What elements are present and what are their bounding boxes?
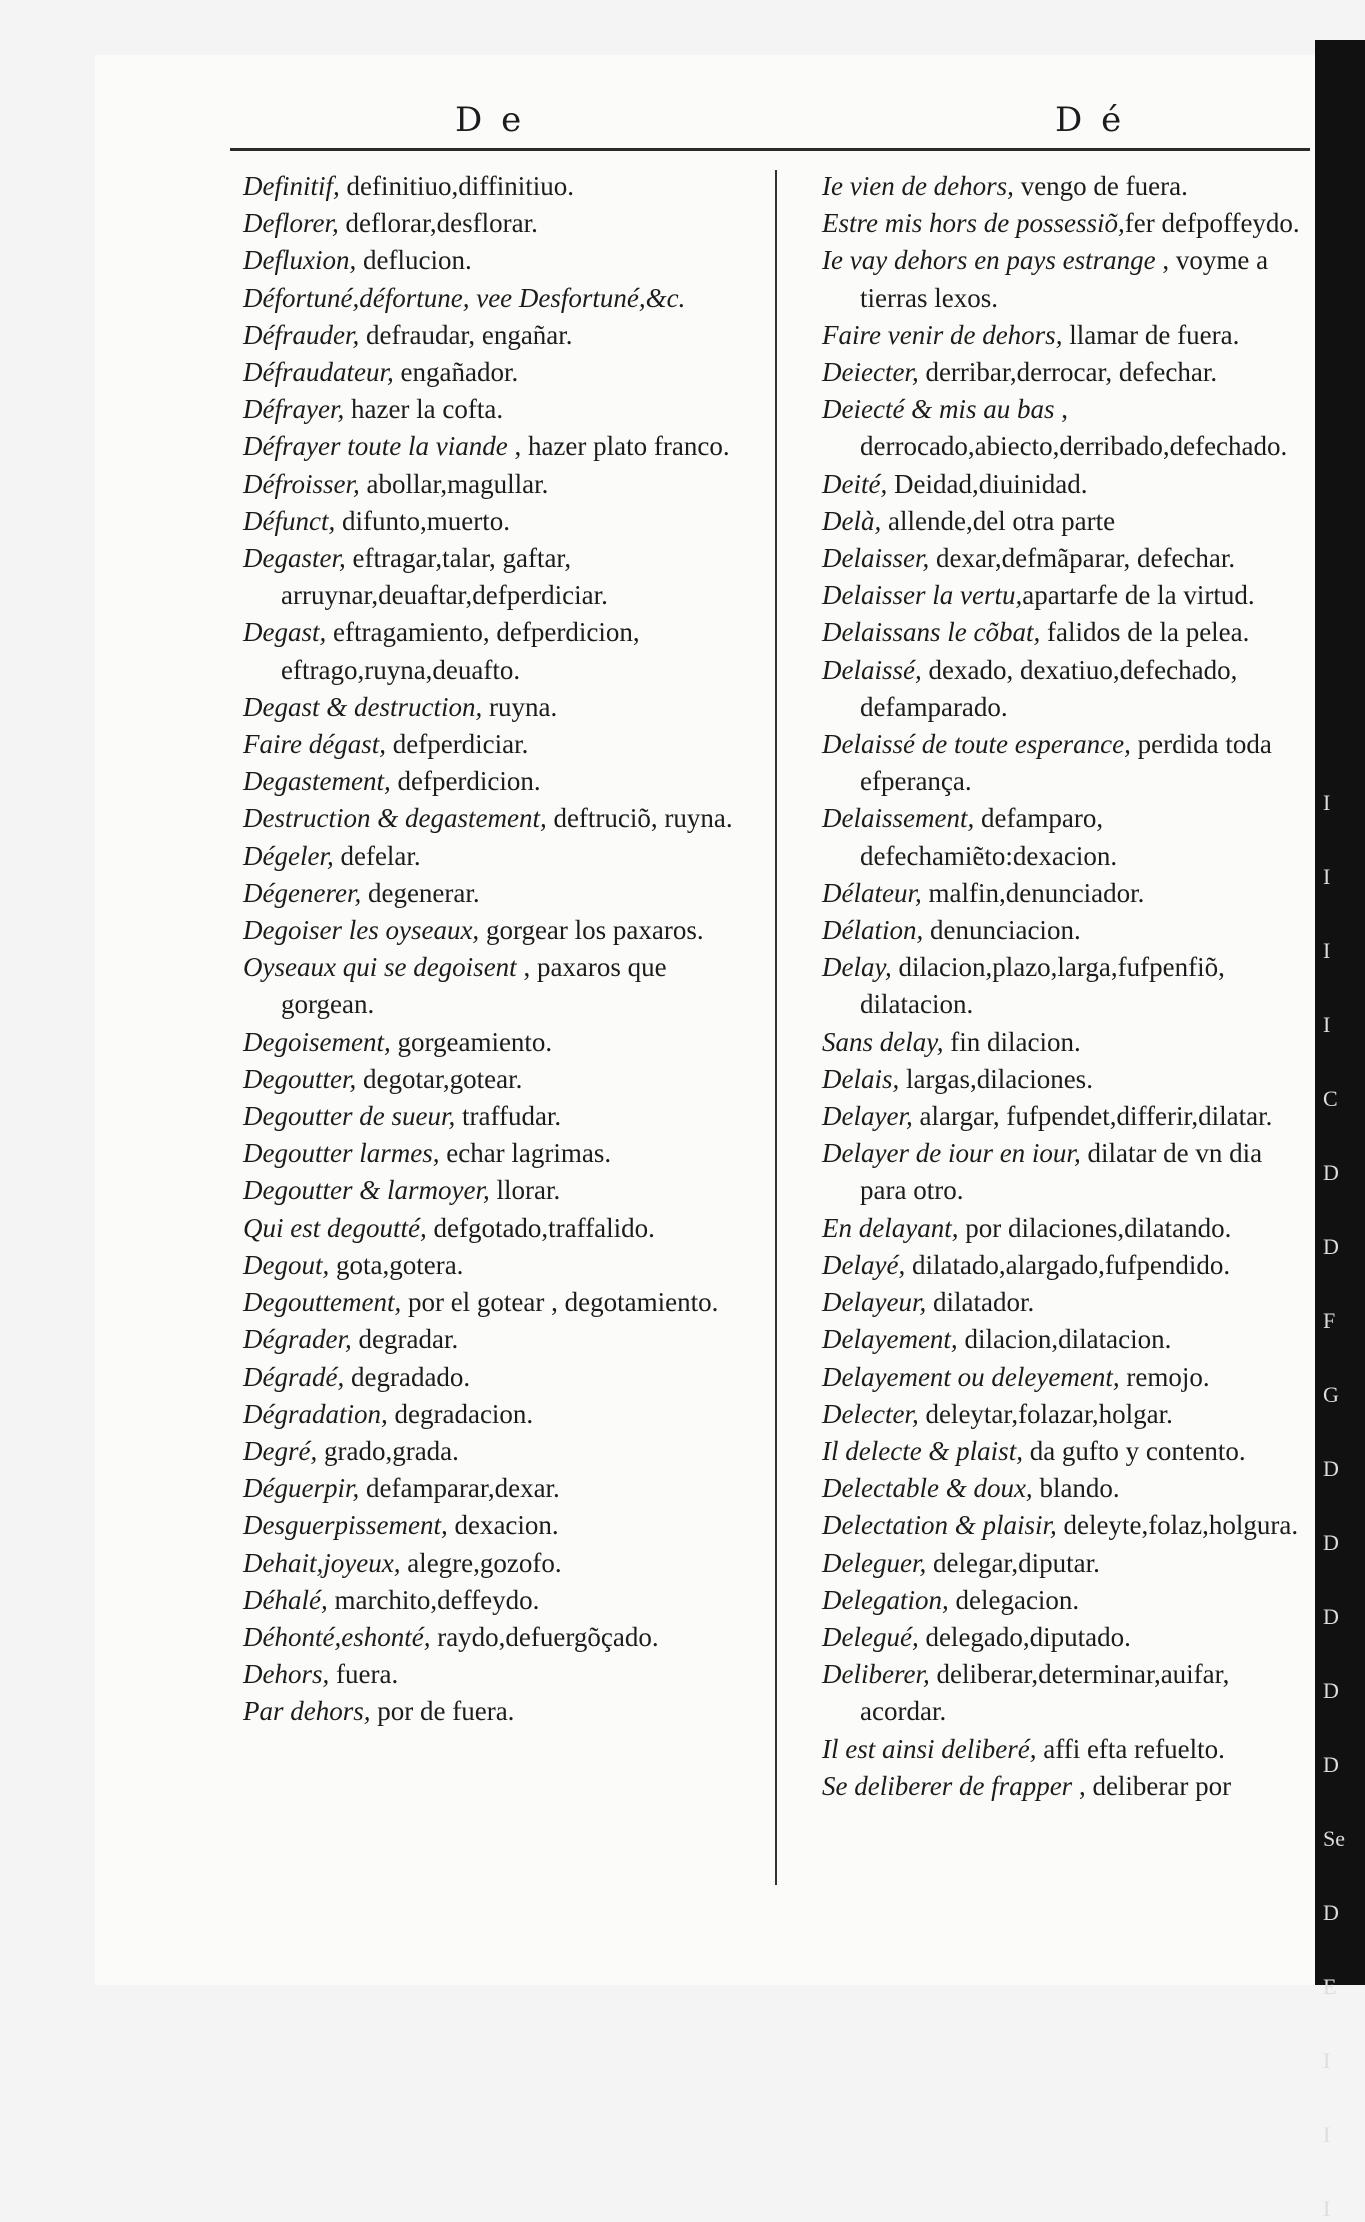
edge-letter: D [1323,1678,1339,1703]
dictionary-entry [822,1061,1310,1098]
headword: Delayeur, [822,1287,927,1318]
headword: Qui est degoutté, [243,1212,427,1243]
dictionary-entry [822,1656,1310,1730]
dictionary-entry [243,1135,763,1172]
dictionary-entry [822,503,1310,540]
edge-letter: C [1323,1086,1338,1111]
headword: Delaissement, [822,803,975,834]
edge-letter: I [1323,2196,1331,2221]
headword: Delayer de iour en iour, [822,1138,1081,1169]
headword: Défortuné,défortune, vee Desfortuné,&c. [243,282,686,313]
dictionary-entry [822,1470,1310,1507]
edge-letter: I [1323,938,1331,963]
dictionary-entry [822,1024,1310,1061]
headword: Delaissé, [822,654,922,685]
translation: dexado, dexatiuo,defechado, defamparado. [860,654,1238,722]
dictionary-entry [822,1768,1310,1805]
headword: Deleguer, [822,1547,927,1578]
headword: Degoisement, [243,1026,391,1057]
headword: Faire venir de dehors, [822,319,1063,350]
edge-letter: I [1323,2122,1331,2147]
dictionary-entry [243,1545,763,1582]
translation: remojo. [1119,1361,1210,1392]
dictionary-entry [243,354,763,391]
translation: hazer la cofta. [344,394,504,425]
dictionary-entry [822,242,1310,316]
dictionary-entry [243,428,763,465]
translation: defgotado,traffalido. [426,1212,655,1243]
dictionary-entry [243,1470,763,1507]
dictionary-entry [822,168,1310,205]
edge-letter: D [1323,1530,1339,1555]
headword: Degoutter larmes, [243,1138,440,1169]
translation: deflucion. [356,245,472,276]
headword: Delay, [822,952,892,983]
headword: En delayant, [822,1212,959,1243]
dictionary-entry [822,1731,1310,1768]
headword: Delayer, [822,1101,913,1132]
dictionary-entry [243,205,763,242]
edge-letter: D [1323,1900,1339,1925]
headword: Delà, [822,505,882,536]
translation: defelar. [333,840,421,871]
translation: defraudar, engañar. [359,319,573,350]
dictionary-entry [243,1284,763,1321]
translation: deftruciõ, ruyna. [546,803,733,834]
dictionary-entry [243,1024,763,1061]
headword: Delayement, [822,1324,958,1355]
translation: dilacion,dilatacion. [957,1324,1172,1355]
headword: Déhonté,eshonté, [243,1621,431,1652]
dictionary-entry [243,1396,763,1433]
dictionary-entry [822,205,1310,242]
translation: dilatador. [926,1287,1035,1318]
translation: dexacion. [447,1510,559,1541]
translation: deleyte,folaz,holgura. [1056,1510,1299,1541]
translation: defperdiciar. [385,729,529,760]
translation: gorgear los paxaros. [479,915,704,946]
headword: Deité, [822,468,888,499]
headword: Degast, [243,617,327,648]
headword: Degoiser les oyseaux, [243,915,480,946]
dictionary-entry [822,1284,1310,1321]
edge-letter: D [1323,1456,1339,1481]
translation: , hazer plato franco. [507,431,730,462]
dictionary-entry [243,280,763,317]
translation: delegado,diputado. [918,1621,1131,1652]
headword: Deflorer, [243,208,339,239]
dictionary-entry [243,1433,763,1470]
edge-letter: D [1323,1752,1339,1777]
translation: , deliberar por [1072,1770,1232,1801]
dictionary-entry [243,1359,763,1396]
translation: gota,gotera. [329,1249,464,1280]
headword: Défroisser, [243,468,360,499]
dictionary-entry [822,1619,1310,1656]
translation: deflorar,desflorar. [338,208,538,239]
dictionary-entry [243,317,763,354]
translation: por el gotear , degotamiento. [401,1287,719,1318]
translation: derribar,derrocar, defechar. [918,357,1218,388]
dictionary-entry [243,1247,763,1284]
headword: Se deliberer de frapper [822,1770,1073,1801]
headword: Degouttement, [243,1287,402,1318]
translation: dilatar de vn dia para otro. [860,1138,1263,1206]
headword: Déguerpir, [243,1473,360,1504]
dictionary-entry [243,614,763,688]
headword: Delaissans le cõbat, [822,617,1041,648]
translation: dexar,defmãparar, defechar. [929,543,1236,574]
translation: gorgeamiento. [390,1026,553,1057]
translation: , voyme a tierras lexos. [860,245,1269,313]
translation: largas,dilaciones. [899,1063,1093,1094]
headword: Delaisser la vertu, [822,580,1023,611]
dictionary-entry [243,242,763,279]
translation: ruyna. [482,691,558,722]
translation: deleytar,folazar,holgar. [918,1398,1173,1429]
translation: defamparar,dexar. [359,1473,560,1504]
headword: Delecter, [822,1398,919,1429]
dictionary-entry [243,838,763,875]
edge-letter: D [1323,1160,1339,1185]
headword: Delaissé de toute esperance, [822,729,1131,760]
dictionary-entry [243,1098,763,1135]
dictionary-entry [822,317,1310,354]
edge-letter: G [1323,1382,1339,1407]
headword: Ie vay dehors en pays estrange [822,245,1156,276]
translation: degradar. [351,1324,459,1355]
headword: Deiecter, [822,357,919,388]
headword: Degast & destruction, [243,691,483,722]
translation: vengo de fuera. [1013,171,1188,201]
translation: eftragamiento, defperdicion, eftrago,ruyna,deuafto. [281,617,640,685]
header-rule [230,148,1310,151]
translation: grado,grada. [317,1435,459,1466]
translation: defperdicion. [390,766,541,797]
translation: engañador. [393,357,519,388]
headword: Dégradé, [243,1361,345,1392]
headword: Delaisser, [822,543,930,574]
headword: Il est ainsi deliberé, [822,1733,1037,1764]
running-header-right: D é [1055,100,1126,140]
edge-letter: I [1323,1012,1331,1037]
translation: fuera. [329,1659,399,1690]
headword: Delectable & doux, [822,1473,1033,1504]
edge-letter: I [1323,864,1331,889]
headword: Défrauder, [243,319,360,350]
headword: Faire dégast, [243,729,386,760]
translation: eftragar,talar, gaftar, arruynar,deuaftar,defperdiciar. [281,543,608,611]
dictionary-entry [822,1098,1310,1135]
headword: Degout, [243,1249,330,1280]
translation: difunto,muerto. [335,505,510,536]
edge-letter: F [1323,1308,1336,1333]
headword: Degastement, [243,766,391,797]
headword: Degré, [243,1435,318,1466]
headword: Délateur, [822,877,922,908]
headword: Desguerpissement, [243,1510,448,1541]
headword: Delayement ou deleyement, [822,1361,1120,1392]
translation: delegacion. [948,1584,1080,1615]
dictionary-entry [243,168,763,205]
translation: traffudar. [455,1101,562,1132]
dictionary-entry [822,1210,1310,1247]
dictionary-entry [822,391,1310,465]
dictionary-entry [822,1135,1310,1209]
translation: llamar de fuera. [1062,319,1240,350]
dictionary-entry [243,875,763,912]
translation: denunciacion. [923,915,1081,946]
translation: abollar,magullar. [359,468,549,499]
headword: Défraudateur, [243,357,394,388]
dictionary-entry [822,614,1310,651]
translation: degotar,gotear. [356,1063,523,1094]
dictionary-entry [822,577,1310,614]
dictionary-entry [243,503,763,540]
dictionary-entry [822,466,1310,503]
dictionary-entry [243,1693,763,1730]
translation: , paxaros que gorgean. [281,952,667,1020]
column-divider [775,170,777,1885]
headword: Degoutter de sueur, [243,1101,456,1132]
headword: Deliberer, [822,1659,930,1690]
headword: Dégrader, [243,1324,352,1355]
edge-letter: Se [1323,1826,1345,1851]
translation: allende,del otra parte [881,505,1116,536]
dictionary-entry [822,1321,1310,1358]
headword: Défrayer toute la viande [243,431,508,462]
translation: apartarfe de la virtud. [1022,580,1255,611]
headword: Degoutter & larmoyer, [243,1175,490,1206]
translation: degradado. [344,1361,471,1392]
dictionary-entry [822,1507,1310,1544]
dictionary-entry [243,912,763,949]
headword: Definitif, [243,171,340,201]
headword: Déhalé, [243,1584,328,1615]
translation: affi efta refuelto. [1036,1733,1225,1764]
edge-letters [1323,40,1353,2221]
headword: Defluxion, [243,245,357,276]
headword: Défrayer, [243,394,345,425]
dictionary-entry [243,763,763,800]
translation: alegre,gozofo. [400,1547,562,1578]
dictionary-entry [243,1656,763,1693]
headword: Delegué, [822,1621,919,1652]
dictionary-entry [243,689,763,726]
dictionary-entry [243,1210,763,1247]
headword: Défunct, [243,505,336,536]
headword: Dégradation, [243,1398,388,1429]
running-header-left: D e [455,100,526,140]
translation: malfin,denunciador. [921,877,1145,908]
headword: Delayé, [822,1249,906,1280]
dictionary-entry [822,1247,1310,1284]
dictionary-entry [822,875,1310,912]
dictionary-entry [822,912,1310,949]
translation: deliberar,determinar,auifar, acordar. [860,1659,1230,1727]
headword: Sans delay, [822,1026,944,1057]
edge-letter: I [1323,790,1331,815]
edge-letter: D [1323,1234,1339,1259]
translation: fin dilacion. [943,1026,1081,1057]
translation: perdida toda efperança. [860,729,1272,797]
dictionary-entry [243,1172,763,1209]
headword: Delectation & plaisir, [822,1510,1057,1541]
edge-letter: E [1323,1974,1337,1999]
headword: Oyseaux qui se degoisent [243,952,517,983]
dictionary-entry [243,1619,763,1656]
dictionary-entry [243,1507,763,1544]
dictionary-entry [822,1545,1310,1582]
dictionary-entry [243,800,763,837]
headword: Dehors, [243,1659,330,1690]
dictionary-entry [822,800,1310,874]
headword: Dégenerer, [243,877,362,908]
translation: dilacion,plazo,larga,fufpenfiõ, dilatacion. [860,952,1225,1020]
headword: Degaster, [243,543,346,574]
edge-letter: I [1323,2048,1331,2073]
translation: falidos de la pelea. [1040,617,1250,648]
translation: por de fuera. [370,1696,515,1727]
headword: Par dehors, [243,1696,371,1727]
headword: Il delecte & plaist, [822,1435,1023,1466]
headword: Dehait,joyeux, [243,1547,401,1578]
dictionary-entry [822,726,1310,800]
right-column [822,168,1310,1805]
translation: Deidad,diuinidad. [887,468,1088,499]
dictionary-entry [243,391,763,428]
translation: , derrocado,abiecto,derribado,defechado. [860,394,1288,462]
left-column [243,168,763,1731]
translation: blando. [1032,1473,1120,1504]
dictionary-entry [243,1321,763,1358]
dictionary-entry [822,354,1310,391]
dictionary-entry [822,1582,1310,1619]
translation: alargar, fufpendet,differir,dilatar. [912,1101,1273,1132]
facing-page-edge [1315,40,1365,2221]
headword: Estre mis hors de possessiõ, [822,208,1125,239]
translation: degradacion. [387,1398,534,1429]
translation: raydo,defuergõçado. [430,1621,659,1652]
headword: Destruction & degastement, [243,803,547,834]
dictionary-entry [822,540,1310,577]
dictionary-entry [822,1433,1310,1470]
headword: Délation, [822,915,924,946]
dictionary-entry [243,466,763,503]
translation: fer defpoffeydo. [1124,208,1300,239]
headword: Delegation, [822,1584,949,1615]
translation: degenerar. [361,877,480,908]
translation: defamparo, defechamiẽto:dexacion. [860,803,1118,871]
headword: Delais, [822,1063,900,1094]
translation: dilatado,alargado,fufpendido. [905,1249,1231,1280]
dictionary-entry [822,949,1310,1023]
dictionary-entry [822,1396,1310,1433]
headword: Deiecté & mis au bas [822,394,1055,425]
dictionary-entry [243,1582,763,1619]
edge-letter: D [1323,1604,1339,1629]
dictionary-entry [822,1359,1310,1396]
translation: por dilaciones,dilatando. [958,1212,1232,1243]
translation: delegar,diputar. [926,1547,1100,1578]
dictionary-entry [822,652,1310,726]
translation: echar lagrimas. [439,1138,612,1169]
dictionary-entry [243,726,763,763]
translation: llorar. [489,1175,561,1206]
dictionary-entry [243,1061,763,1098]
dictionary-entry [243,949,763,1023]
translation: da gufto y contento. [1022,1435,1246,1466]
translation: marchito,deffeydo. [327,1584,540,1615]
headword: Ie vien de dehors, [822,171,1014,201]
headword: Dégeler, [243,840,334,871]
translation: definitiuo,diffinitiuo. [339,171,574,201]
dictionary-entry [243,540,763,614]
headword: Degoutter, [243,1063,357,1094]
